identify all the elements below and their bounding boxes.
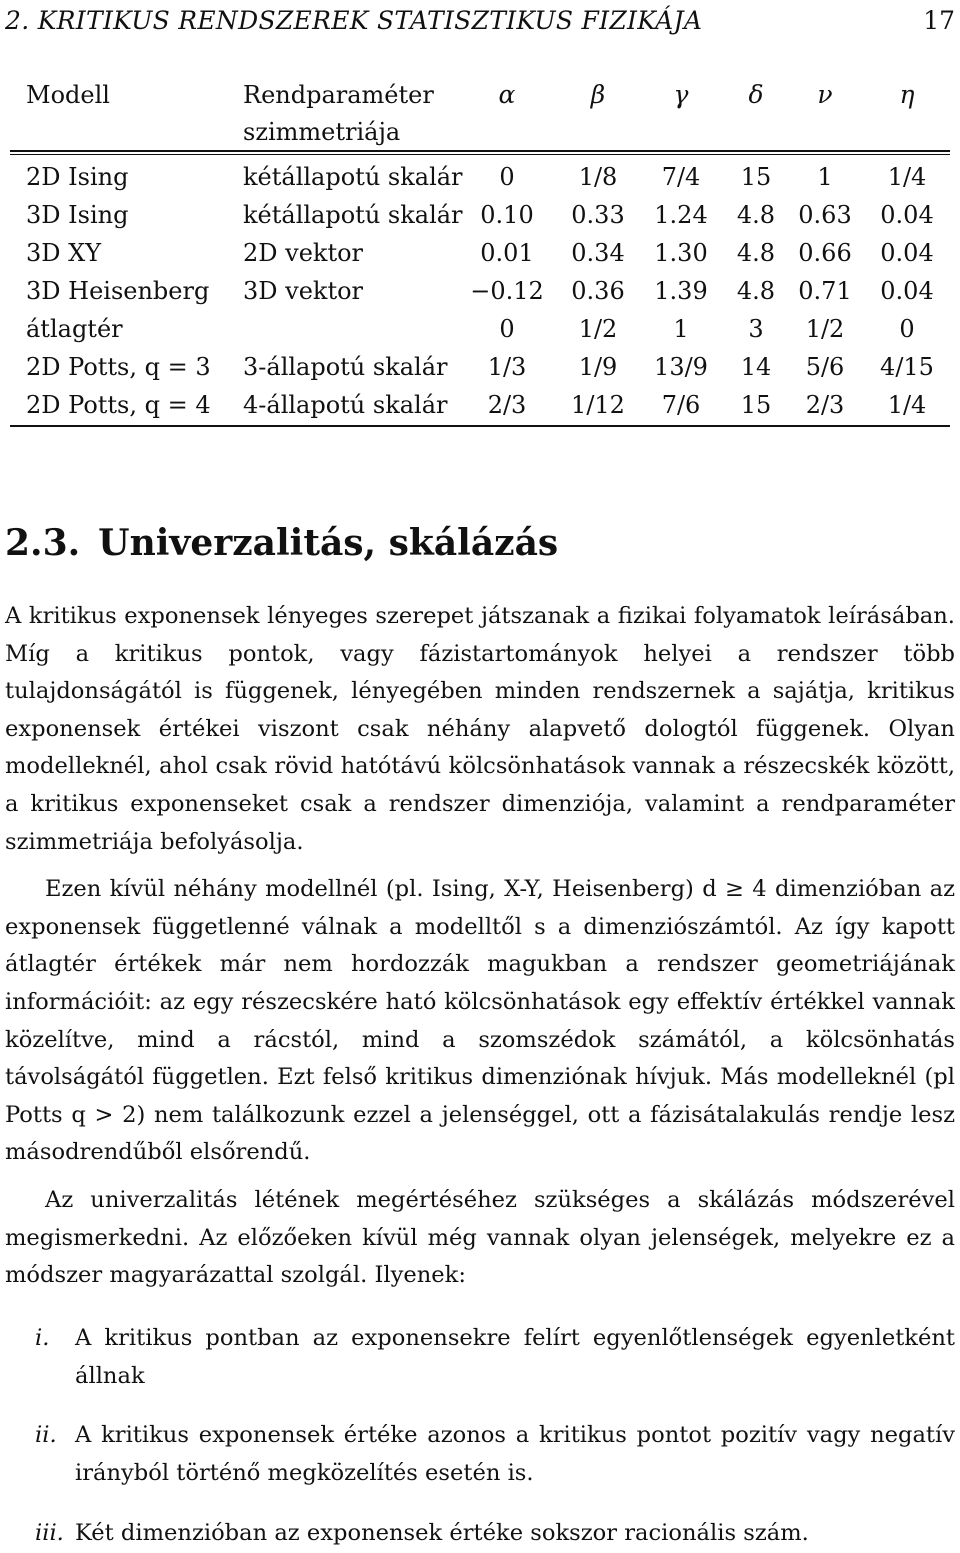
section-heading: [5, 522, 558, 564]
table-cell-value: 5/6: [805, 353, 845, 381]
table-cell-value: 1.24: [654, 201, 708, 229]
table-cell-value: 1.39: [654, 277, 708, 305]
table-cell-value: 1: [817, 163, 833, 191]
table-cell-value: 0.04: [880, 201, 934, 229]
table-cell-value: 0.01: [480, 239, 534, 267]
table-cell-value: 4.8: [736, 201, 776, 229]
table-cell-symmetry: 3D vektor: [243, 277, 364, 305]
table-cell-value: 0: [499, 163, 515, 191]
page-number: 17: [923, 6, 955, 35]
table-cell-value: 0.10: [480, 201, 534, 229]
table-cell-value: 3: [748, 315, 764, 343]
table-cell-value: 7/6: [661, 391, 701, 419]
col-header-model: Modell: [26, 81, 110, 109]
list-text: A kritikus pontban az exponensekre felírt egyenlőtlenségek egyenletként állnak: [75, 1325, 955, 1389]
table-cell-value: 1/9: [578, 353, 618, 381]
table-rule-bottom: [10, 425, 950, 427]
col-header-beta: β: [590, 80, 606, 109]
table-cell-value: 4.8: [736, 239, 776, 267]
table-cell-value: 1/8: [578, 163, 618, 191]
table-cell-model: 2D Potts, q = 3: [26, 353, 211, 381]
table-cell-value: 0.66: [798, 239, 852, 267]
table-cell-value: 1/3: [487, 353, 527, 381]
table-cell-value: 0.33: [571, 201, 625, 229]
list-label: iii.: [35, 1520, 64, 1546]
col-header-order-parameter: Rendparaméter: [243, 81, 434, 109]
table-cell-value: 15: [740, 391, 772, 419]
list-text: Két dimenzióban az exponensek értéke sokszor racionális szám.: [75, 1520, 809, 1546]
table-cell-model: 3D Ising: [26, 201, 129, 229]
table-cell-value: 0.36: [571, 277, 625, 305]
table-cell-symmetry: kétállapotú skalár: [243, 201, 463, 229]
table-cell-value: 1/4: [887, 163, 927, 191]
table-cell-value: 4.8: [736, 277, 776, 305]
table-cell-value: −0.12: [470, 277, 544, 305]
table-cell-model: átlagtér: [26, 315, 123, 343]
table-rule-top: [10, 150, 950, 152]
table-cell-value: 0.34: [571, 239, 625, 267]
table-cell-model: 2D Ising: [26, 163, 129, 191]
list-label: i.: [35, 1325, 50, 1351]
table-cell-value: 0: [899, 315, 915, 343]
table-cell-value: 0.71: [798, 277, 852, 305]
running-title: 2. KRITIKUS RENDSZEREK STATISZTIKUS FIZIKÁJA: [5, 6, 703, 35]
table-cell-value: 1/12: [571, 391, 625, 419]
table-cell-value: 15: [740, 163, 772, 191]
table-cell-value: 1/2: [578, 315, 618, 343]
paragraph: A kritikus exponensek lényeges szerepet játszanak a fizikai folyamatok leírásában. Míg a kritikus pontok, vagy fázistartományok helyei a rendszer több tulajdonságától is függenek, lényegében minden rendszernek a sajátja, kritikus exponensek értékei viszont csak néhány alapvető dologtól függenek. Olyan modelleknél, ahol csak rövid hatótávú kölcsönhatások vannak a részecskék között, a kritikus exponenseket csak a rendszer dimenziója, valamint a rendparaméter szimmetriája befolyásolja.: [5, 603, 955, 855]
col-header-delta: δ: [748, 80, 764, 109]
running-header: [5, 6, 955, 36]
table-cell-model: 3D XY: [26, 239, 102, 267]
table-cell-value: 0.04: [880, 277, 934, 305]
table-cell-value: 1.30: [654, 239, 708, 267]
col-header-symmetry: szimmetriája: [243, 118, 401, 146]
table-cell-symmetry: 2D vektor: [243, 239, 364, 267]
section-title: Univerzalitás, skálázás: [98, 522, 559, 564]
table-rule-top-double: [10, 154, 950, 155]
table-cell-value: 2/3: [805, 391, 845, 419]
list-text: A kritikus exponensek értéke azonos a kritikus pontot pozitív vagy negatív irányból történő megközelítés esetén is.: [75, 1422, 955, 1486]
table-cell-value: 0.63: [798, 201, 852, 229]
table-cell-model: 2D Potts, q = 4: [26, 391, 211, 419]
table-cell-symmetry: kétállapotú skalár: [243, 163, 463, 191]
col-header-eta: η: [899, 80, 915, 109]
paragraph: Ezen kívül néhány modellnél (pl. Ising, X-Y, Heisenberg) d ≥ 4 dimenzióban az exponensek függetlenné válnak a modelltől s a dimenziószámtól. Az így kapott átlagtér értékek már nem hordozzák magukban a rendszer geometriájának információit: az egy részecskére ható kölcsönhatások egy effektív értékkel vannak közelítve, mind a rácstól, mind a szomszédok számától, a kölcsönhatás távolságától független. Ezt felső kritikus dimenziónak hívjuk. Más modelleknél (pl Potts q > 2) nem találkozunk ezzel a jelenséggel, ott a fázisátalakulás rendje lesz másodrendűből elsőrendű.: [5, 876, 955, 1166]
col-header-gamma: γ: [673, 80, 689, 109]
table-cell-symmetry: 3-állapotú skalár: [243, 353, 448, 381]
table-cell-value: 1/4: [887, 391, 927, 419]
table-cell-value: 13/9: [654, 353, 708, 381]
table-cell-value: 0.04: [880, 239, 934, 267]
table-cell-value: 2/3: [487, 391, 527, 419]
table-cell-value: 0: [499, 315, 515, 343]
col-header-alpha: α: [498, 80, 516, 109]
section-number: 2.3.: [5, 522, 81, 564]
table-cell-value: 1/2: [805, 315, 845, 343]
table-cell-value: 1: [673, 315, 689, 343]
table-cell-value: 4/15: [880, 353, 934, 381]
list-label: ii.: [35, 1422, 57, 1448]
paragraph: Az univerzalitás létének megértéséhez szükséges a skálázás módszerével megismerkedni. Az előzőeken kívül még vannak olyan jelenségek, melyekre ez a módszer magyarázattal szolgál. Ilyenek:: [5, 1186, 955, 1289]
table-cell-model: 3D Heisenberg: [26, 277, 210, 305]
table-cell-value: 14: [740, 353, 772, 381]
table-cell-value: 7/4: [661, 163, 701, 191]
body-text: [5, 598, 955, 1305]
table-cell-symmetry: 4-állapotú skalár: [243, 391, 448, 419]
col-header-nu: ν: [817, 80, 833, 109]
